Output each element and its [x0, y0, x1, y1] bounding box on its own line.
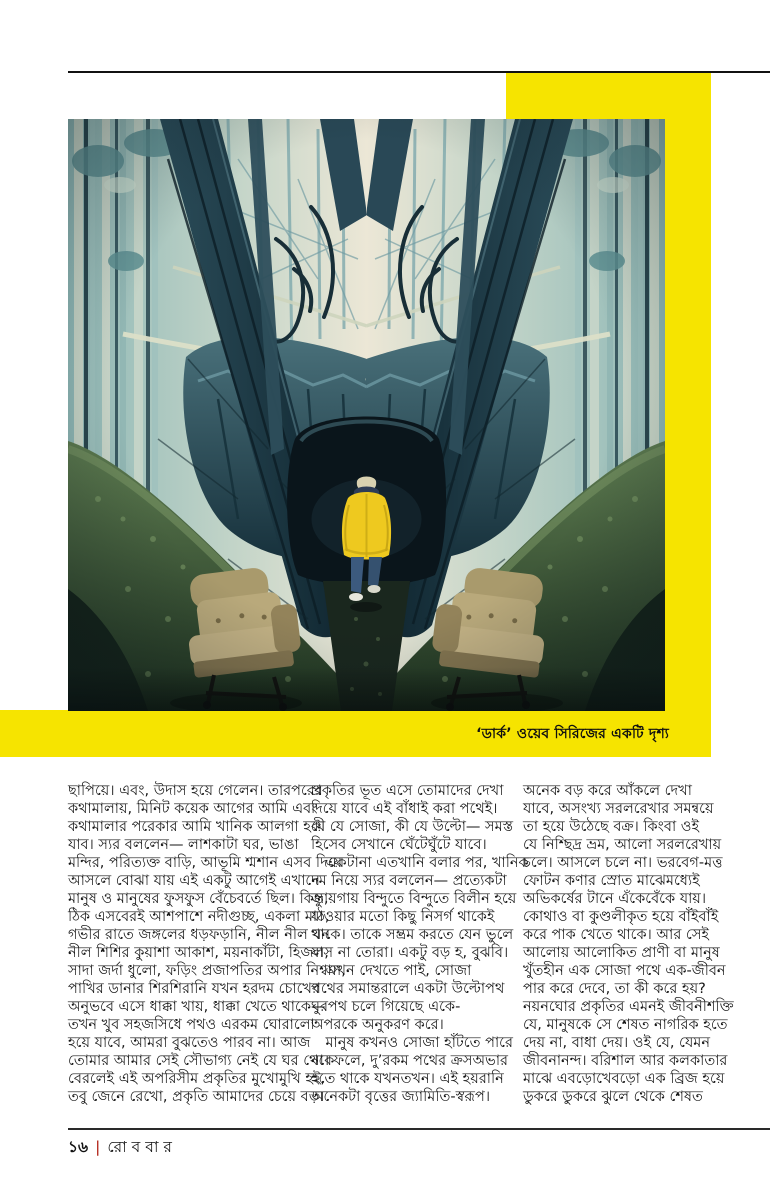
text-line: দেয় না, বাধা দেয়। ওই যে, যেমন: [523, 1035, 711, 1051]
text-line: অপরকে অনুকরণ করে।: [311, 1017, 444, 1033]
text-line: নীল শিশির কুয়াশা আকাশ, ময়নাকাঁটা, হিজল,: [68, 945, 329, 961]
text-line: ঠিক এসবেরই আশপাশে নদীগুচ্ছ, একলা মাঠ,: [68, 909, 330, 925]
article-column-3: [523, 782, 734, 1106]
text-line: ঘুরপথ চলে গিয়েছে একে-: [311, 999, 461, 1015]
text-line: অভিকর্ষের টানে এঁকেবেঁকে যায়।: [523, 891, 707, 907]
text-line: নয়নঘোর প্রকৃতির এমনই জীবনীশক্তি: [523, 999, 734, 1015]
text-line: এখন দেখতে পাই, সোজা: [311, 963, 472, 979]
text-line: আলোয় আলোকিত প্রাণী বা মানুষ: [523, 945, 720, 961]
text-line: খুঁতহীন এক সোজা পথে এক-জীবন: [523, 963, 726, 979]
text-line: দম নিয়ে স্যর বললেন— প্রত্যেকটা: [311, 873, 507, 889]
text-line: হিসেব সেখানে ঘেঁটেঘুঁটে যাবে।: [311, 837, 487, 853]
text-line: হতে থাকে যখনতখন। এই হয়রানি: [311, 1071, 504, 1087]
text-line: তবু জেনে রেখো, প্রকৃতি আমাদের চেয়ে বড়।: [68, 1089, 325, 1105]
text-line: সাদা জর্দা ধুলো, ফড়িং প্রজাপতির অপার নিশ্বাস,: [68, 963, 346, 979]
text-line: প্রকৃতির ভূত এসে তোমাদের দেখা: [311, 783, 504, 799]
text-line: গভীর রাতে জঙ্গলের ধড়ফড়ানি, নীল নীল ঘন: [68, 927, 331, 943]
text-line: যাবে, অসংখ্য সরলরেখার সমন্বয়ে: [523, 801, 714, 817]
page-footer: [68, 1135, 177, 1161]
text-line: অনুভবে এসে ধাক্কা খায়, ধাক্কা খেতে থাকে—: [68, 999, 326, 1015]
text-line: করে পাক খেতে থাকে। আর সেই: [523, 927, 709, 943]
text-line: তোমার আমার সেই সৌভাগ্য নেই যে ঘর থেকে: [68, 1053, 335, 1069]
page-number: ১৬: [68, 1138, 89, 1156]
text-line: মন্দির, পরিত্যক্ত বাড়ি, আভূমি শ্মশান এসব দিয়ে: [68, 855, 343, 871]
text-line: জায়গায় বিন্দুতে বিন্দুতে বিলীন হয়ে: [311, 891, 517, 907]
text-line: মানুষ ও মানুষের ফুসফুস বেঁচেবর্তে ছিল। কিন্তু,: [68, 891, 329, 907]
text-line: যাওয়ার মতো কিছু নিসর্গ থাকেই: [311, 909, 495, 925]
text-line: কথামালায়, মিনিট কয়েক আগের আমি এবং: [68, 801, 318, 817]
text-line: আসলে বোঝা যায় এই একটু আগেই এখানে: [68, 873, 320, 889]
text-line: অনেকটা বৃত্তের জ্যামিতি-স্বরূপ।: [311, 1089, 491, 1105]
text-line: ডুকরে ডুকরে ঝুলে থেকে শেষত: [523, 1089, 703, 1105]
text-line: কোথাও বা কুণ্ডলীকৃত হয়ে বাঁইবাঁই: [523, 909, 719, 925]
text-line: যাস না তোরা। একটু বড় হ, বুঝবি।: [311, 945, 509, 961]
text-line: দিয়ে যাবে এই বাঁধাই করা পথেই।: [311, 801, 498, 817]
text-line: যে নিশ্ছিদ্র ভ্রম, আলো সরলরেখায়: [523, 837, 722, 853]
text-line: বেরলেই এই অপরিসীম প্রকৃতির মুখোমুখি হই,: [68, 1071, 326, 1087]
text-line: মানুষ কখনও সোজা হাঁটতে পারে: [311, 1035, 513, 1051]
text-line: কথামালার পরেকার আমি খানিক আলগা হয়ে: [68, 819, 326, 835]
text-line: যাব। স্যর বললেন— লাশকাটা ঘর, ভাঙা: [68, 837, 299, 853]
image-caption: ‘ডার্ক’ ওয়েব সিরিজের একটি দৃশ্য: [476, 726, 669, 742]
text-line: তা হয়ে উঠেছে বক্র। কিংবা ওই: [523, 819, 700, 835]
text-line: যে, মানুষকে সে শেষত নাগরিক হতে: [523, 1017, 728, 1033]
text-line: মাঝে এবড়োখেবড়ো এক ব্রিজ হয়ে: [523, 1071, 725, 1087]
footer-separator: |: [95, 1138, 101, 1156]
footer-rule: [68, 1128, 770, 1130]
text-line: জীবনানন্দ। বরিশাল আর কলকাতার: [523, 1053, 728, 1069]
text-line: হয়ে যাবে, আমরা বুঝতেও পারব না। আজ: [68, 1035, 311, 1051]
text-line: একটানা এতখানি বলার পর, খানিক: [311, 855, 529, 871]
text-line: ফোটন কণার স্রোত মাঝেমধ্যেই: [523, 873, 700, 889]
text-line: চলে। আসলে চলে না। ভরবেগ-মত্ত: [523, 855, 723, 871]
text-line: কী যে সোজা, কী যে উল্টো— সমস্ত: [311, 819, 514, 835]
text-line: ছাপিয়ে। এবং, উদাস হয়ে গেলেন। তারপরের: [68, 783, 323, 799]
text-line: অনেক বড় করে আঁকলে দেখা: [523, 783, 692, 799]
article-column-2: [311, 782, 529, 1106]
hero-image: [68, 119, 665, 711]
dark-series-scene-illustration: [68, 119, 665, 711]
footer-section-label: রোববার: [107, 1138, 177, 1156]
text-line: তখন খুব সহজসিধে পথও এরকম ঘোরালো: [68, 1017, 315, 1033]
text-line: না। ফলে, দু’রকম পথের ক্রসঅভার: [311, 1053, 508, 1069]
text-line: থাকে। তাকে সম্ভ্রম করতে যেন ভুলে: [311, 927, 514, 943]
article-column-1: [68, 782, 346, 1106]
text-line: পার করে দেবে, তা কী করে হয়?: [523, 981, 706, 997]
text-line: পথের সমান্তরালে একটা উল্টোপথ: [311, 981, 505, 997]
text-line: পাখির ডানার শিরশিরানি যখন হরদম চোখের: [68, 981, 320, 997]
